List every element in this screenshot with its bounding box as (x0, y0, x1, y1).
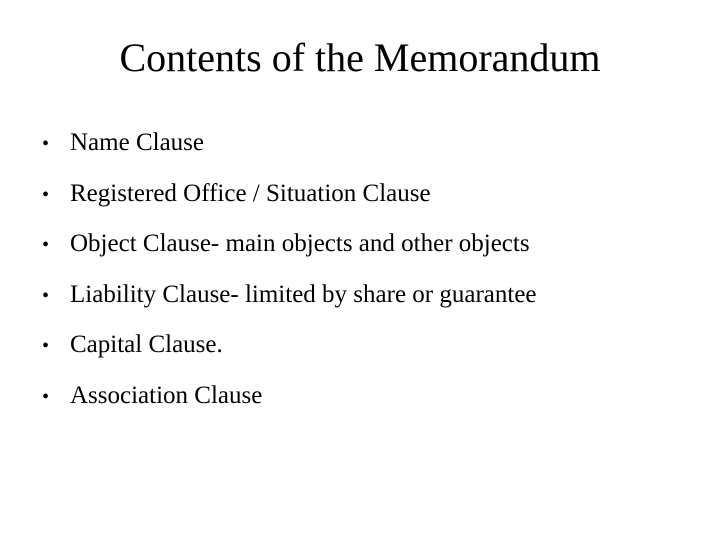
list-item-text: Object Clause- main objects and other objects (70, 230, 530, 257)
list-item-text: Association Clause (70, 381, 263, 409)
list-item-capital-clause (42, 320, 702, 371)
list-item-text: Registered Office / Situation Clause (70, 179, 431, 207)
bullet-list (42, 118, 702, 421)
list-item-text: Liability Clause- limited by share or guarantee (70, 280, 537, 308)
bullet-icon: • (42, 234, 50, 256)
bullet-icon: • (42, 183, 50, 206)
list-item-association-clause (42, 371, 702, 422)
bullet-icon: • (42, 385, 50, 408)
list-item-liability-clause (42, 270, 702, 321)
list-item-text: Name Clause (70, 129, 204, 156)
list-item-name-clause (42, 118, 702, 169)
slide-title: Contents of the Memorandum (119, 35, 601, 80)
list-item-text: Capital Clause. (70, 331, 223, 358)
bullet-icon: • (42, 133, 50, 155)
list-item-registered-office-clause (42, 169, 702, 220)
list-item-object-clause (42, 219, 702, 270)
bullet-icon: • (42, 284, 50, 307)
bullet-icon: • (42, 335, 50, 357)
